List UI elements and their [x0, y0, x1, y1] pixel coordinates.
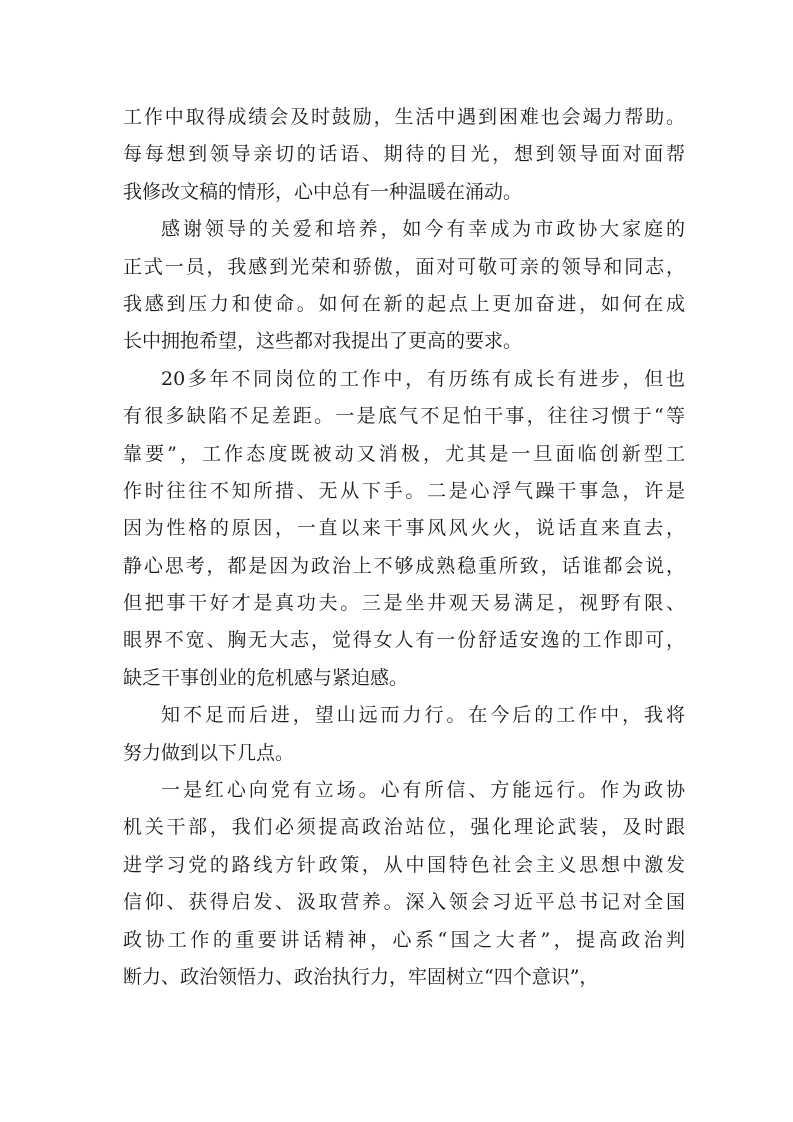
text-line: 机关干部，我们必须提高政治站位，强化理论武装，及时跟 — [123, 816, 685, 839]
text-line: 靠要”，工作态度既被动又消极，尤其是一旦面临创新型工 — [123, 442, 685, 465]
text-line: 正式一员，我感到光荣和骄傲，面对可敬可亲的领导和同志， — [123, 255, 685, 278]
paragraph — [123, 211, 685, 361]
text-line: 有很多缺陷不足差距。一是底气不足怕干事，往往习惯于“等 — [123, 405, 685, 428]
text-line: 断力、政治领悟力、政治执行力，牢固树立“四个意识”， — [123, 965, 599, 988]
text-line: 努力做到以下几点。 — [123, 741, 295, 764]
text-line: 一是红心向党有立场。心有所信、方能远行。作为政协 — [161, 779, 685, 802]
paragraph — [123, 697, 685, 772]
body-text — [123, 99, 685, 996]
text-line: 工作中取得成绩会及时鼓励，生活中遇到困难也会竭力帮助。 — [123, 106, 685, 128]
text-line: 长中拥抱希望，这些都对我提出了更高的要求。 — [123, 330, 523, 353]
text-line: 作时往往不知所措、无从下手。二是心浮气躁干事急，许是 — [123, 479, 685, 502]
text-line: 信仰、获得启发、汲取营养。深入领会习近平总书记对全国 — [123, 891, 685, 914]
text-line: 政协工作的重要讲话精神，心系“国之大者”，提高政治判 — [123, 928, 685, 951]
text-line: 我修改文稿的情形，心中总有一种温暖在涌动。 — [123, 180, 523, 203]
text-line: 因为性格的原因，一直以来干事风风火火，说话直来直去， — [123, 517, 685, 540]
text-line: 每每想到领导亲切的话语、期待的目光，想到领导面对面帮 — [123, 143, 685, 166]
text-line: 静心思考，都是因为政治上不够成熟稳重所致，话谁都会说， — [123, 554, 685, 577]
text-line: 20多年不同岗位的工作中，有历练有成长有进步，但也 — [161, 367, 685, 390]
text-line: 感谢领导的关爱和培养，如今有幸成为市政协大家庭的 — [161, 218, 685, 241]
text-line: 缺乏干事创业的危机感与紧迫感。 — [123, 666, 409, 689]
paragraph — [123, 361, 685, 698]
paragraph — [123, 99, 685, 211]
text-line: 眼界不宽、胸无大志，觉得女人有一份舒适安逸的工作即可， — [123, 629, 685, 652]
text-line: 但把事干好才是真功夫。三是坐井观天易满足，视野有限、 — [123, 592, 685, 615]
text-line: 知不足而后进，望山远而力行。在今后的工作中，我将 — [161, 704, 685, 727]
paragraph — [123, 772, 685, 996]
text-line: 进学习党的路线方针政策，从中国特色社会主义思想中激发 — [123, 853, 685, 876]
text-line: 我感到压力和使命。如何在新的起点上更加奋进，如何在成 — [123, 292, 685, 315]
